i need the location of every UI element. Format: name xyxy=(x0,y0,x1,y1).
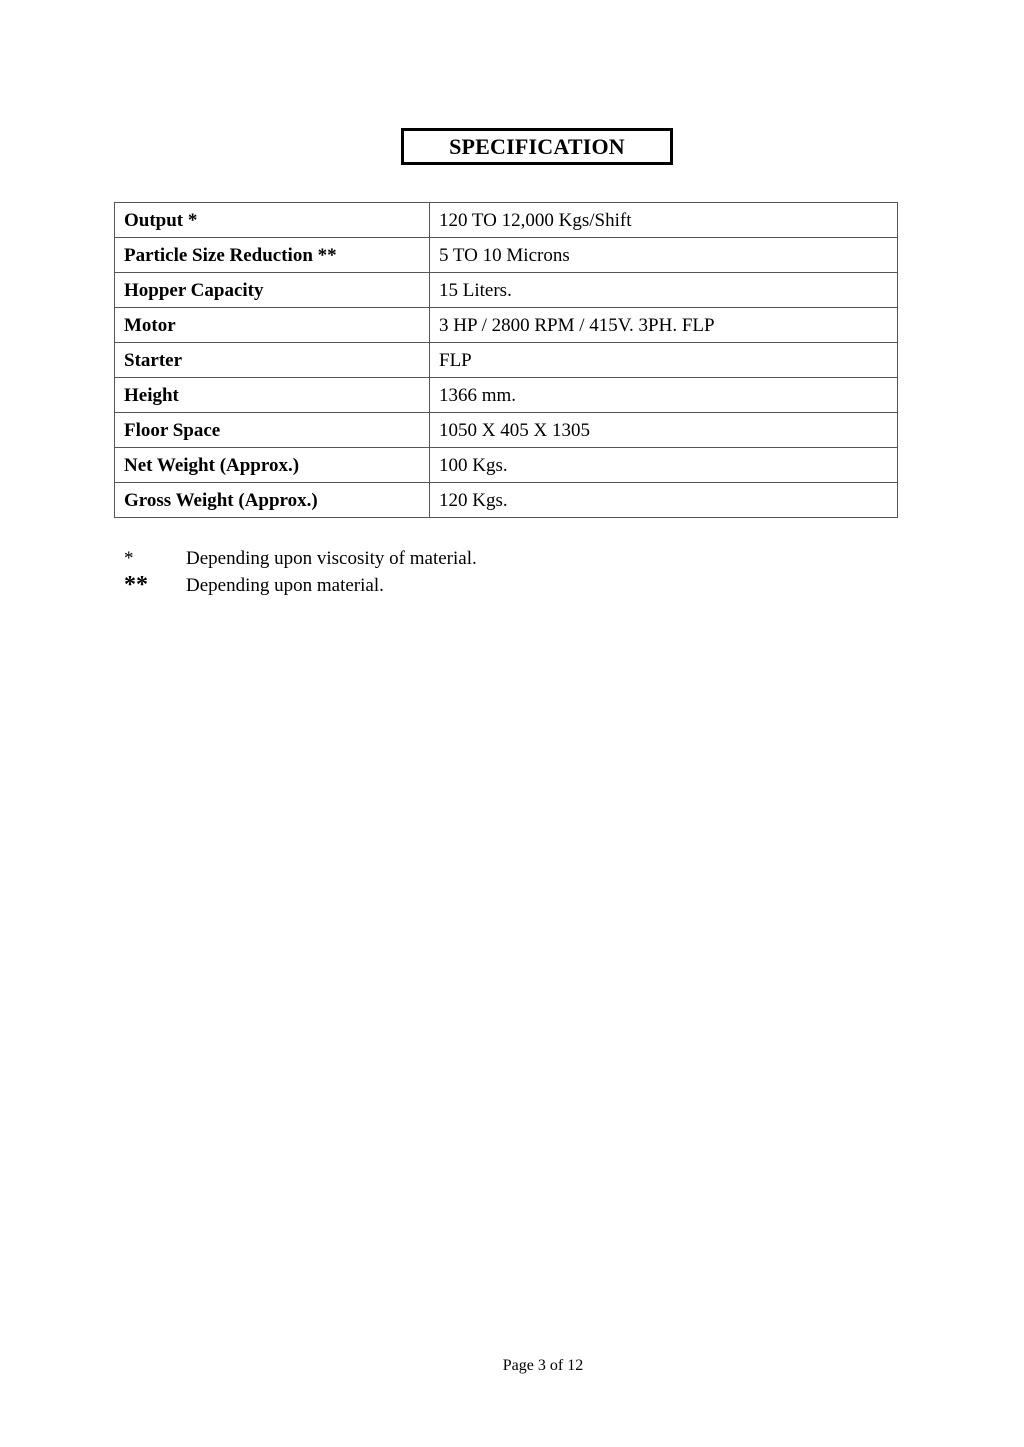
table-row xyxy=(115,273,898,308)
spec-value-hopper-capacity: 15 Liters. xyxy=(430,273,898,308)
footnote-text: Depending upon viscosity of material. xyxy=(186,547,477,569)
spec-label-output: Output * xyxy=(115,203,430,238)
table-row xyxy=(115,413,898,448)
spec-value-floor-space: 1050 X 405 X 1305 xyxy=(430,413,898,448)
table-row xyxy=(115,308,898,343)
table-row xyxy=(115,378,898,413)
spec-value-gross-weight: 120 Kgs. xyxy=(430,483,898,518)
footnotes xyxy=(124,545,477,599)
spec-label-starter: Starter xyxy=(115,343,430,378)
spec-label-height: Height xyxy=(115,378,430,413)
spec-label-net-weight: Net Weight (Approx.) xyxy=(115,448,430,483)
footnote-text: Depending upon material. xyxy=(186,574,384,596)
spec-label-gross-weight: Gross Weight (Approx.) xyxy=(115,483,430,518)
spec-value-height: 1366 mm. xyxy=(430,378,898,413)
footnote-mark: ** xyxy=(124,572,148,598)
spec-value-starter: FLP xyxy=(430,343,898,378)
table-row xyxy=(115,238,898,273)
page-number: Page 3 of 12 xyxy=(502,1357,584,1374)
spec-value-output: 120 TO 12,000 Kgs/Shift xyxy=(430,203,898,238)
spec-value-motor: 3 HP / 2800 RPM / 415V. 3PH. FLP xyxy=(430,308,898,343)
table-row xyxy=(115,343,898,378)
spec-value-particle-size: 5 TO 10 Microns xyxy=(430,238,898,273)
table-row xyxy=(115,203,898,238)
page-title: SPECIFICATION xyxy=(401,128,673,165)
spec-label-motor: Motor xyxy=(115,308,430,343)
footnote xyxy=(124,572,477,599)
table-row xyxy=(115,483,898,518)
spec-label-particle-size: Particle Size Reduction ** xyxy=(115,238,430,273)
table-row xyxy=(115,448,898,483)
spec-label-hopper-capacity: Hopper Capacity xyxy=(115,273,430,308)
spec-value-net-weight: 100 Kgs. xyxy=(430,448,898,483)
spec-label-floor-space: Floor Space xyxy=(115,413,430,448)
footnote xyxy=(124,545,477,572)
specification-table xyxy=(114,202,898,518)
footnote-mark: * xyxy=(124,547,134,569)
